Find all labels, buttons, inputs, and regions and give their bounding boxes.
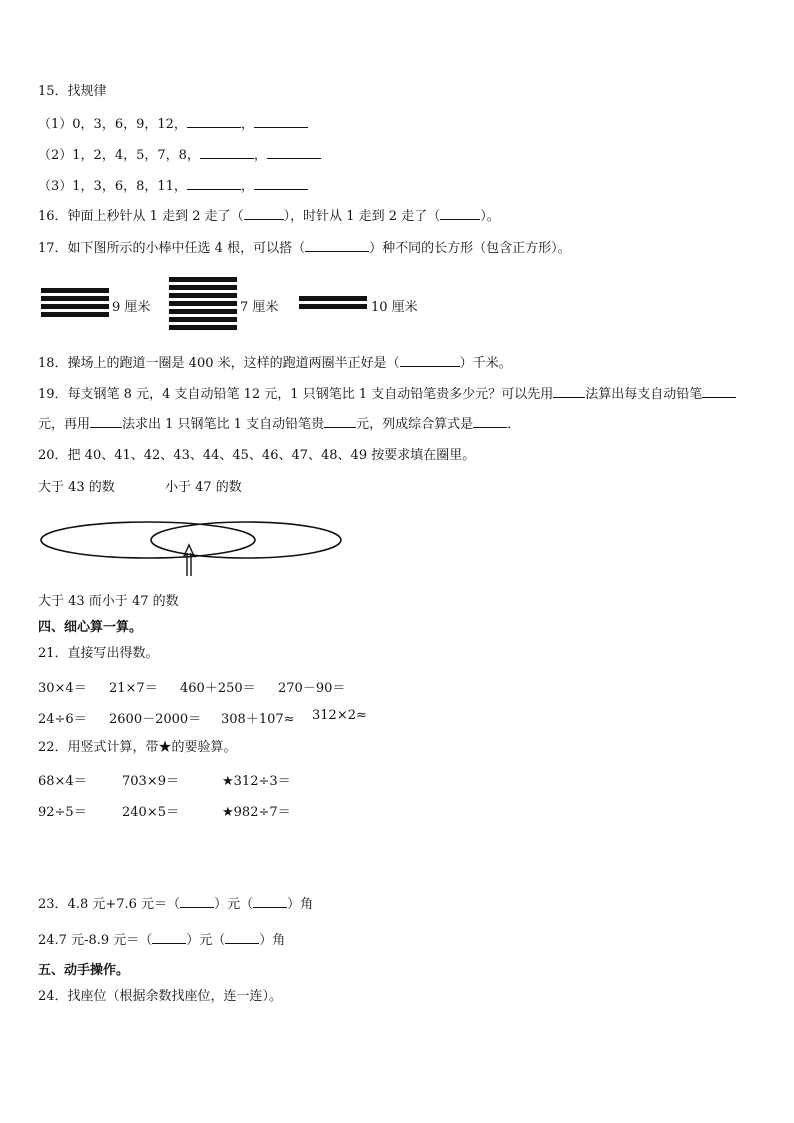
pointer-arrow (184, 545, 194, 576)
calc-item: 2600－2000＝ (109, 712, 202, 727)
calc-item: ★982÷7＝ (222, 805, 291, 820)
q22-title: 22．用竖式计算，带★的要验算。 (38, 740, 237, 755)
answer-blank[interactable] (187, 115, 241, 128)
answer-blank[interactable] (180, 895, 214, 908)
q15-row-2: （2）1，2，4，5，7，8， ， (38, 146, 321, 165)
answer-blank[interactable] (244, 207, 284, 220)
q15-row-3: （3）1，3，6，8，11， ， (38, 177, 308, 196)
q18: 18．操场上的跑道一圈是 400 米，这样的跑道两圈半正好是（ ）千米。 (38, 356, 512, 371)
venn-right-ellipse (151, 522, 341, 558)
answer-blank[interactable] (152, 931, 186, 944)
calc-item: 21×7＝ (109, 681, 158, 696)
answer-blank[interactable] (254, 115, 308, 128)
q23: 23．4.8 元+7.6 元＝（ ）元（ ）角 (38, 897, 314, 912)
answer-blank[interactable] (90, 415, 122, 428)
answer-blank[interactable] (267, 146, 321, 159)
stick-label-9cm: 9 厘米 (112, 300, 151, 315)
calc-item: 24÷6＝ (38, 712, 87, 727)
calc-item: 312×2≈ (312, 708, 367, 723)
answer-blank[interactable] (305, 239, 369, 252)
q20-label-left: 大于 43 的数 (38, 480, 115, 495)
answer-blank[interactable] (187, 177, 241, 190)
q15-title: 15．找规律 (38, 84, 107, 99)
q21-title: 21．直接写出得数。 (38, 646, 159, 661)
answer-blank[interactable] (200, 146, 254, 159)
q24-title: 24．找座位（根据余数找座位，连一连）。 (38, 989, 283, 1004)
section-4-heading: 四、细心算一算。 (38, 620, 143, 635)
calc-item: 703×9＝ (122, 774, 179, 789)
calc-item: 240×5＝ (122, 805, 179, 820)
calc-item: 270－90＝ (278, 681, 346, 696)
answer-blank[interactable] (225, 931, 259, 944)
q16: 16．钟面上秒针从 1 走到 2 走了（ ），时针从 1 走到 2 走了（ ）。 (38, 209, 500, 224)
answer-blank[interactable] (702, 385, 736, 398)
answer-blank[interactable] (254, 177, 308, 190)
sticks-9cm (41, 288, 109, 320)
venn-left-ellipse (41, 522, 255, 558)
stick-label-10cm: 10 厘米 (371, 300, 418, 315)
answer-blank[interactable] (324, 415, 356, 428)
answer-blank[interactable] (553, 385, 585, 398)
q15-row-1: （1）0，3，6，9，12， ， (38, 115, 308, 134)
q19-line-2: 元，再用 法求出 1 只钢笔比 1 支自动铅笔贵 元，列成综合算式是 ． (38, 417, 521, 432)
answer-blank[interactable] (400, 354, 460, 367)
venn-diagram (36, 512, 346, 584)
calc-item: ★312÷3＝ (222, 774, 291, 789)
q20-text: 20．把 40、41、42、43、44、45、46、47、48、49 按要求填在圈里。 (38, 448, 476, 463)
q20-label-bottom: 大于 43 而小于 47 的数 (38, 594, 179, 609)
q19-line-1: 19．每支钢笔 8 元，4 支自动铅笔 12 元，1 只钢笔比 1 支自动铅笔贵多少元？可以先用 法算出每支自动铅笔 (38, 385, 736, 404)
calc-item: 308＋107≈ (221, 712, 295, 727)
q24-money: 24.7 元-8.9 元＝（ ）元（ ）角 (38, 933, 286, 948)
calc-item: 92÷5＝ (38, 805, 87, 820)
calc-item: 460＋250＝ (180, 681, 256, 696)
answer-blank[interactable] (473, 415, 507, 428)
calc-item: 68×4＝ (38, 774, 87, 789)
calc-item: 30×4＝ (38, 681, 87, 696)
answer-blank[interactable] (440, 207, 480, 220)
sticks-10cm (299, 296, 367, 312)
q20-label-right: 小于 47 的数 (165, 480, 242, 495)
answer-blank[interactable] (253, 895, 287, 908)
section-5-heading: 五、动手操作。 (38, 963, 130, 978)
q17: 17．如下图所示的小棒中任选 4 根，可以搭（ ）种不同的长方形（包含正方形）。 (38, 241, 571, 256)
stick-label-7cm: 7 厘米 (240, 300, 279, 315)
sticks-7cm (169, 277, 237, 333)
